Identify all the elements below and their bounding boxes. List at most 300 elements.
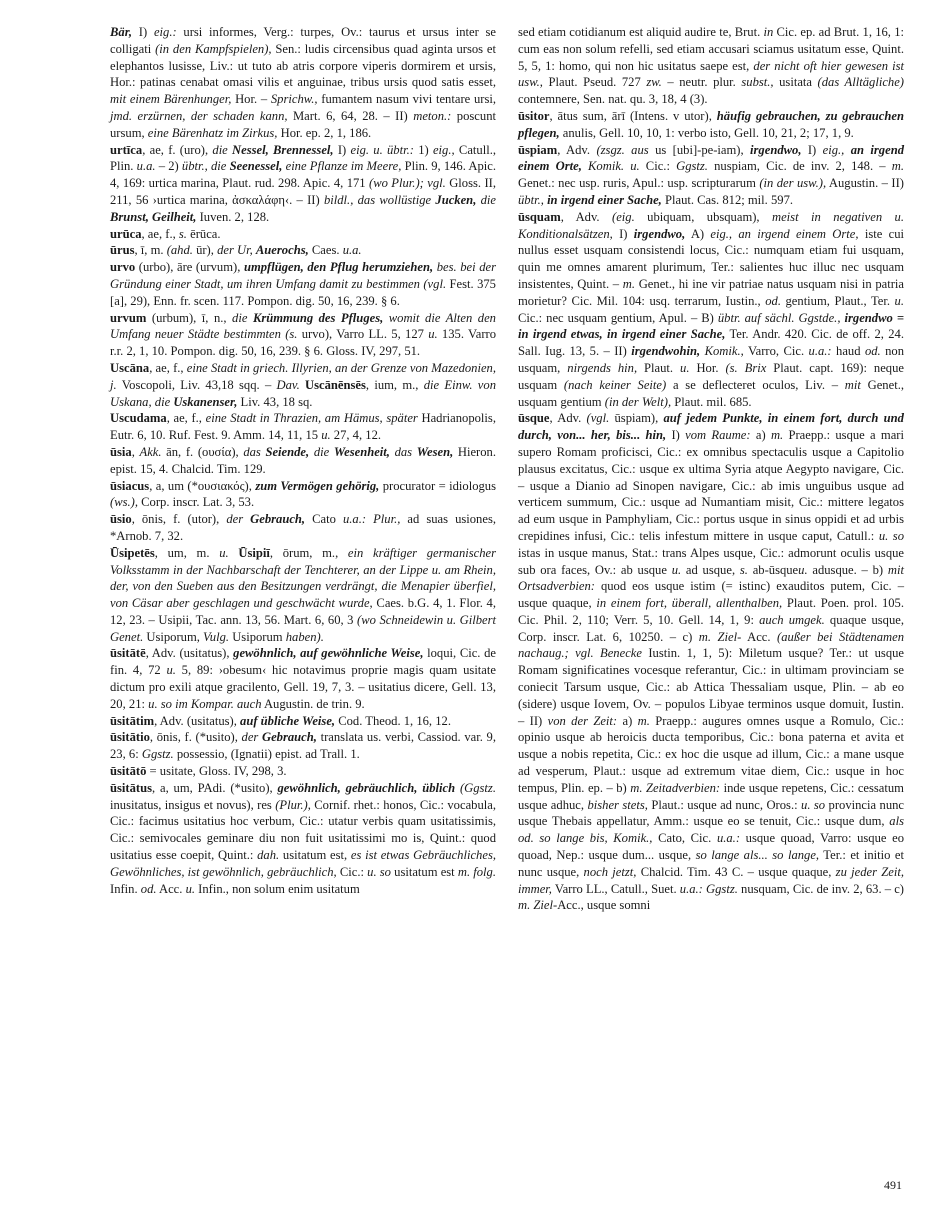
entry-text: so lange als... so lange, <box>695 848 820 863</box>
entry-text: (urbo), āre (urvum), <box>135 260 244 275</box>
entry-text: Genet., hi ine vir patriae natus usquam nisi in patria morietur? Cic. Mil. 104: usq. terrarum, Iustin., <box>518 276 904 308</box>
entry-text: eig.: <box>153 25 177 39</box>
entry-text: Seenessel, <box>229 159 283 174</box>
entry-text: (Ggstz. <box>455 780 496 795</box>
entry-text: (zsgz. aus <box>596 142 649 157</box>
entry-text: Uskanenser, <box>173 394 238 409</box>
entry-text: od. <box>765 293 781 308</box>
entry-text: bisher stets, <box>587 797 648 812</box>
entry-text: mit einem Bärenhunger, <box>110 92 232 107</box>
entry-text: in einem fort, überall, allenthalben, <box>596 596 783 611</box>
entry-text: Corp. inscr. Lat. 3, 53. <box>138 495 255 510</box>
entry-text: meist in negativen u. Konditionalsätzen, <box>518 209 904 241</box>
entry-text: Hor. – <box>231 92 271 107</box>
entry-text: – 2) <box>155 159 182 174</box>
entry-text: Jucken, <box>435 192 477 207</box>
dictionary-entry <box>110 24 496 142</box>
entry-text: Cic.: <box>336 864 368 879</box>
dictionary-entry <box>110 242 496 259</box>
entry-text: irgendwo, <box>750 142 802 157</box>
entry-headword: ūspiam <box>518 142 558 157</box>
entry-text: u.a. <box>342 243 362 258</box>
entry-text: ērūca. <box>186 226 221 241</box>
entry-text: non usquam, <box>518 344 904 375</box>
entry-text: I) <box>666 428 686 443</box>
dictionary-entry <box>518 108 904 142</box>
dictionary-entry <box>518 142 904 209</box>
entry-text: ein kräftiger germanischer Volksstamm in der Nachbarschaft der Tenchterer, an der Lippe u. am Rhein, der, von den Sueben aus den Besitzungen verdrängt, die Menapier überfiel, von Cäsar aber geschlagen und geschwächt wurde, <box>110 545 497 611</box>
entry-text: (wo Schneidewin u. Gilbert Genet. <box>110 612 497 644</box>
entry-text: Chalcid. Tim. 43 C. – usque quaque, <box>636 864 836 879</box>
entry-text: womit die Alten den Umfang neuer Städte bestimmten (s. <box>110 310 496 342</box>
entry-text: Wesen, <box>416 444 454 459</box>
entry-headword: urvo <box>110 260 136 275</box>
dictionary-entry <box>110 478 496 512</box>
entry-text: a se deflecteret oculos, Liv. – <box>666 377 845 392</box>
entry-headword: ūsitātō <box>110 764 147 779</box>
entry-text: gentium, Plaut., Ter. <box>780 293 895 308</box>
dictionary-entry <box>110 645 496 712</box>
entry-text: jmd. erzürnen, der schaden kann, <box>110 108 288 123</box>
entry-text: Wesenheit, <box>333 444 390 459</box>
entry-text: u.a. <box>136 159 156 174</box>
entry-text: zum Vermögen gehörig, <box>255 478 380 493</box>
entry-text: I) <box>132 25 154 39</box>
entry-headword: ūsquam <box>518 209 561 224</box>
entry-text: , ium, m., <box>365 377 424 392</box>
entry-text: Iustin. 1, 1, 5): Miletum usque? Ter.: ut usque Romam significatines vocesque referantur, Cic.: in ultimam provinciam se coniecit Tarsum usque, Cic.: ab Attica Thessaliam usque, Plin. – ab eo (sidere) usque Iovem, Ov. – populos Libyae terminos usque domuit, Iustin. – II) <box>518 646 905 728</box>
entry-text: (urbum), ī, n., <box>146 310 233 325</box>
entry-text: (ahd. <box>166 243 193 258</box>
entry-text: der <box>241 730 262 745</box>
entry-text: Acc. <box>156 881 186 896</box>
entry-text: Genet., usquam gentium <box>518 377 904 409</box>
entry-text: provincia nunc usque Thebais appellatur, Amm.: usque eo se tenuit, Cic.: usque dum, <box>518 797 904 829</box>
entry-text: , a, um, PAdi. (*usito), <box>152 780 278 795</box>
entry-text: noch jetzt, <box>583 864 637 879</box>
entry-text: , Adv. <box>549 411 587 426</box>
entry-text: , ae, f. (uro), <box>142 142 213 157</box>
entry-headword: ūsitor <box>518 108 550 123</box>
entry-text: Cato <box>305 512 343 527</box>
entry-text: Brunst, Geilheit, <box>110 209 197 224</box>
entry-text: adusque. – b) <box>807 562 888 577</box>
entry-text: Dav. <box>276 377 300 392</box>
entry-text: Usiporum, <box>143 629 204 644</box>
entry-text: (das Alltägliche) <box>817 75 905 90</box>
entry-text: u.a.: <box>716 831 741 846</box>
entry-text: 135. Varro r.r. 2, 1, 10. Pompon. dig. 50, 16, 239. § 6. Gloss. IV, 297, 51. <box>110 327 497 359</box>
entry-text: Praepp.: usque a mari supero Romam proficisci, Cic.: ex omnibus spectaculis usque a Capitolio plausus excitatus, Cic.: usque ex ultima Syria atque Aegypto navigare, Cic. – usque a Dianio ad Sinopen navigare, Cic.: ab imis unguibus usque ad verticem summum, Cic.: usque ad Numantiam misit, Cic.: mittere legatos ad eum usque in Pamphyliam, Cic.: portus usque in sinus oppidi et ad urbis crepidines infusi, Cic.: telis infestum mittere in usque caput, Catull.: <box>518 428 904 543</box>
entry-text: in <box>763 25 774 39</box>
entry-text: Plaut. Cas. 812; mil. 597. <box>661 192 794 207</box>
entry-text: ubiquam, ubsquam), <box>634 209 772 224</box>
entry-text: irgendwohin, <box>631 344 701 359</box>
entry-text: Acc., usque somni <box>557 898 651 913</box>
entry-text: Acc. <box>741 629 778 644</box>
entry-text: (Plur.) <box>275 797 308 812</box>
entry-headword: ūsio <box>110 512 132 527</box>
entry-text: Infin., non solum enim usitatum <box>195 881 360 896</box>
entry-text: ad suas usiones, *Arnob. 7, 32. <box>110 512 496 543</box>
entry-headword: Uscāna <box>110 360 150 375</box>
dictionary-entry <box>110 360 496 410</box>
entry-text: u. so <box>367 864 391 879</box>
entry-text <box>229 546 239 560</box>
entry-text: u. <box>428 327 438 342</box>
entry-text: die <box>309 444 334 459</box>
entry-text: eig., <box>822 142 845 157</box>
entry-text: Varro, Cic. <box>743 344 809 359</box>
page-number: 491 <box>884 1178 902 1192</box>
entry-text: die <box>476 192 496 207</box>
entry-text: poscunt ursum, <box>110 108 496 140</box>
entry-text: häufig gebrauchen, zu gebrauchen pflegen, <box>518 108 904 140</box>
entry-text: von der Zeit: <box>547 713 618 728</box>
entry-text: Gloss. II, 211, 56 ›urtica marina, ἀσκαλάφη‹. – II) <box>110 176 496 207</box>
entry-headword: urtīca <box>110 142 143 157</box>
entry-text: ūspiam), <box>609 411 664 426</box>
entry-text: der Ur, <box>217 243 253 258</box>
entry-text: Akk. <box>139 444 162 459</box>
entry-text: Plaut. Pseud. 727 <box>542 75 647 90</box>
entry-text: u. so im Kompar. auch <box>148 696 262 711</box>
entry-text: m. <box>770 428 784 443</box>
entry-text: u. <box>321 428 331 443</box>
entry-text: nusquam, Cic. de inv. 2, 63. – c) <box>737 881 904 896</box>
entry-text: Gebrauch, <box>262 730 317 745</box>
dictionary-entry <box>110 310 496 360</box>
entry-text: inusitatus, insigus et novus), res <box>110 797 276 812</box>
entry-text: m. <box>891 159 904 174</box>
entry-text: mit Ortsadverbien: <box>518 562 904 594</box>
entry-text: , Adv. (usitatus), <box>154 713 241 728</box>
dictionary-entry <box>110 729 496 763</box>
entry-text: , <box>131 444 140 459</box>
entry-text: u. so <box>878 528 904 543</box>
entry-text: 27, 4, 12. <box>330 428 382 443</box>
entry-text: die <box>212 142 233 157</box>
entry-text: irgendwo = in irgend etwas, in irgend einer Sache, <box>518 310 904 342</box>
entry-text: , ōrum, m., <box>269 545 348 560</box>
entry-text: , a, um (*ουσιακός), <box>149 478 256 493</box>
entry-text: (wo Plur.); vgl. <box>369 176 446 191</box>
entry-text: u. <box>166 663 176 678</box>
entry-text: der <box>226 512 251 527</box>
entry-text: usitatum est <box>390 864 458 879</box>
entry-text: eine Stadt in Thrazien, am Hämus, später <box>205 411 418 426</box>
entry-text: od. <box>140 881 157 896</box>
dictionary-entry <box>110 142 496 226</box>
entry-text: (in der Welt), <box>604 394 672 409</box>
entry-text: = usitate, Gloss. IV, 298, 3. <box>146 764 287 779</box>
entry-text: Auerochs, <box>255 243 309 258</box>
entry-text: Komik. u. <box>581 159 640 174</box>
entry-text: in irgend einer Sache, <box>547 192 662 207</box>
entry-text: eine Pflanze im Meere, <box>282 159 402 174</box>
entry-text: auf übliche Weise, <box>240 713 336 728</box>
entry-text: u.a.: <box>808 344 832 359</box>
dictionary-entry <box>110 511 496 545</box>
entry-text: od. <box>864 344 881 359</box>
entry-text: I) <box>612 226 634 241</box>
entry-text: ab-ūsque <box>747 562 799 577</box>
entry-text: das <box>243 444 266 459</box>
entry-text: (außer bei Städtenamen nachaug.; vgl. Benecke <box>518 629 905 661</box>
entry-text: , ī, m. <box>134 243 167 258</box>
entry-text: umpflügen, den Pflug herumziehen, <box>243 260 434 275</box>
entry-text: Komik., <box>700 344 744 359</box>
entry-text: zw. <box>646 75 662 90</box>
entry-text: , Adv. <box>560 209 612 224</box>
entry-text: a) <box>617 713 638 728</box>
entry-text: Plaut. mil. 685. <box>671 394 752 409</box>
entry-text: gewöhnlich, gebräuchlich, üblich <box>277 780 456 795</box>
entry-text: (eig. <box>612 209 635 224</box>
entry-text: contemnere, Sen. nat. qu. 3, 18, 4 (3). <box>518 92 708 107</box>
entry-text: es ist etwas Gebräuchliches, Gewöhnliches, ist gewöhnlich, gebräuchlich, <box>110 848 496 879</box>
entry-text: Catull., Plin. <box>110 142 496 174</box>
entry-headword: ūsitātim <box>110 713 155 728</box>
left-column <box>110 24 496 897</box>
entry-text: Ggstz. <box>141 747 174 762</box>
entry-text: ān, f. (ουσία), <box>161 444 244 459</box>
dictionary-entry <box>110 763 496 780</box>
entry-text: Voscopoli, Liv. 43,18 sqq. – <box>116 377 277 392</box>
entry-text: Vulg. <box>203 629 230 644</box>
entry-text: , Adv. <box>557 142 597 157</box>
entry-text: Augustin. de trin. 9. <box>261 696 365 711</box>
entry-text: Cic.: nec usquam gentium, Apul. – B) <box>518 310 718 325</box>
entry-text: A) <box>685 226 711 241</box>
entry-text: possessio, (Ignatii) epist. ad Trall. 1. <box>173 747 360 762</box>
entry-text: s. <box>739 562 748 577</box>
entry-text: Ter.: et initio et nunc usque, <box>518 848 904 879</box>
entry-text: Caes. <box>308 243 343 258</box>
entry-text: Sprichw., <box>270 92 318 107</box>
entry-text: Plaut. <box>637 360 681 375</box>
entry-text: m. <box>622 276 636 291</box>
dictionary-entry <box>110 444 496 478</box>
entry-headword: Uscudama <box>110 411 167 426</box>
entry-text: Praepp.: augures omnes usque a Romulo, Cic.: opinio usque ab heroicis ducta temporibus, Cic.: bona paterna et avita et usque a nobis repetita, Cic.: ex hoc die usque ad illum, Cic.: a mane usque ad vesperum, Plaut.: usque ad extremum vitae diem, Cic.: usque in hoc tempus, Plin. ep. – b) <box>518 713 904 795</box>
entry-text: u. <box>185 881 196 896</box>
entry-text: Hor. ep. 2, 1, 186. <box>277 125 372 140</box>
entry-text: Plaut.: usque ad nunc, Oros.: <box>647 797 802 812</box>
entry-text: u. so <box>801 797 826 812</box>
entry-text: usitata <box>773 75 818 90</box>
entry-text: u. <box>671 562 682 577</box>
entry-text: eine Stadt in griech. Illyrien, an der Grenze von Mazedonien, j. <box>110 360 496 392</box>
entry-headword: ūsitātē <box>110 646 146 661</box>
entry-text: eig., an irgend einem Orte, <box>710 226 859 241</box>
entry-text: mit <box>844 377 861 392</box>
entry-headword: Ūsipiī <box>238 545 270 560</box>
entry-text: (nach keiner Seite) <box>563 377 667 392</box>
entry-text: subst., <box>741 75 774 90</box>
entry-text: bes. bei der Gründung einer Stadt, um ihren Umfang damit zu bestimmen (vgl. <box>110 260 496 291</box>
entry-text: iste cui nullus esset usquam consistendi locus, Cic.: numquam etiam fui usquam, quin me omnes amarent plurimum, Ter.: salientes huc illuc nec usquam insistentes, Quint. – <box>518 226 904 291</box>
entry-text: Gebrauch, <box>250 512 306 527</box>
entry-text: an irgend einem Orte, <box>518 142 904 174</box>
entry-headword: ūsque <box>518 411 550 426</box>
entry-text: m. <box>637 713 650 728</box>
entry-text: ad usque, <box>681 562 740 577</box>
entry-text: Nessel, Brennessel, <box>232 142 334 157</box>
entry-text: u. <box>894 293 904 308</box>
dictionary-entry <box>110 259 496 309</box>
entry-text: Sen.: ludis circensibus quad aginta ursos et elephantos lusisse, Liv.: ut tuto ab atris corpore viperis dormirem et ursis, Hor.: patinas cenabat omasi vilis et anguinae, tribus ursis quod satis esset, <box>110 41 497 90</box>
entry-text: übtr. auf sächl. Ggstde., <box>717 310 841 325</box>
entry-text: Cato, Cic. <box>652 831 717 846</box>
entry-text: Hor. <box>689 360 726 375</box>
right-column <box>518 24 904 914</box>
entry-text: eig. u. übtr.: <box>350 142 414 157</box>
entry-text: s. <box>178 226 187 241</box>
entry-headword: Uscānēnsēs <box>305 377 366 392</box>
entry-text: Cic.: <box>639 159 677 174</box>
entry-text: als od. so lange bis, Komik., <box>518 814 904 846</box>
entry-text: m. Ziel- <box>698 629 742 644</box>
entry-text: , um, m. <box>154 545 220 560</box>
entry-text: – neutr. plur. <box>661 75 742 90</box>
entry-text: usque quoad, Varro: usque eo quoad, Nep.: usque dum... usque, <box>518 831 904 863</box>
entry-text: meton.: <box>413 108 452 123</box>
entry-text: , ae, f., <box>149 360 187 375</box>
entry-text: haud <box>831 344 865 359</box>
entry-text: Plaut. Poen. prol. 105. Cic. Phil. 2, 110; Verr. 5, 10. Gell. 14, 1, 9: <box>518 596 904 627</box>
entry-text: (in den Kampfspielen), <box>155 41 272 56</box>
dictionary-entry <box>110 226 496 243</box>
entry-text: sed etiam cotidianum est aliquid audire te, Brut. <box>518 25 764 39</box>
entry-text: fumantem nasum vivi tentare ursi, <box>317 92 496 107</box>
entry-text: , ae, f., <box>166 411 206 426</box>
entry-text: , ātus sum, ārī (Intens. v utor), <box>549 108 717 123</box>
entry-text: us [ubi]-pe-iam), <box>648 142 751 157</box>
entry-text: istas in usque manus, Stat.: trans Alpes usque, Cic.: admorunt oculis usque sub ora faces, Ov.: ab usque <box>518 545 904 577</box>
entry-text: Krümmung des Pfluges, <box>252 310 384 325</box>
entry-text: zu jeder Zeit, immer, <box>518 864 905 896</box>
entry-text: auch umgek. <box>759 612 825 627</box>
entry-text: Usiporum <box>229 629 286 644</box>
entry-text: ūr), <box>192 243 218 258</box>
entry-text: Plaut. capt. 169): neque usquam <box>518 360 904 392</box>
dictionary-entry <box>518 209 904 411</box>
entry-text: u. <box>798 562 808 577</box>
entry-text: (ws.), <box>110 495 138 510</box>
entry-text: a) <box>750 428 771 443</box>
entry-text: Ter. Andr. 420. Cic. de off. 2, 24. Sall. Iug. 13, 5. – II) <box>518 327 904 359</box>
entry-text: Cod. Theod. 1, 16, 12. <box>335 713 451 728</box>
dictionary-entry <box>518 24 904 108</box>
entry-text: (s. Brix <box>725 360 767 375</box>
entry-text: Hieron. epist. 15, 4. Chalcid. Tim. 129. <box>110 444 496 476</box>
entry-text: Mart. 6, 64, 28. – II) <box>287 108 414 123</box>
entry-headword: ūsiacus <box>110 478 150 493</box>
entry-text: ursi informes, Verg.: turpes, Ov.: taurus et ursus inter se colligati <box>110 25 497 56</box>
entry-text: m. Zeitadverbien: <box>630 780 721 795</box>
entry-text: usitatum est, <box>279 848 351 863</box>
entry-text: auf jedem Punkte, in einem fort, durch und durch, von... her, bis... hin, <box>518 411 904 443</box>
entry-headword: ūsitātio <box>110 730 150 745</box>
entry-text: eine Bärenhatz im Zirkus, <box>147 125 278 140</box>
entry-text: Varro LL., Catull., Suet. <box>551 881 680 896</box>
entry-text: 1) <box>413 142 433 157</box>
entry-text: gewöhnlich, auf gewöhnliche Weise, <box>233 646 424 661</box>
dictionary-entry <box>518 410 904 914</box>
entry-text: die <box>232 310 253 325</box>
entry-text: m. folg. <box>457 864 496 879</box>
entry-text: eig., <box>432 142 455 157</box>
dictionary-entry <box>110 410 496 444</box>
entry-text: die Einw. von Uskana, die <box>110 377 496 409</box>
entry-text: Seiende, <box>265 444 310 459</box>
entry-text: I) <box>333 142 351 157</box>
entry-text: procurator = idiologus <box>379 478 496 493</box>
entry-text: übtr., <box>518 192 544 207</box>
entry-headword: ūsitātus <box>110 780 152 795</box>
entry-text: m. Ziel- <box>518 898 558 913</box>
entry-text: übtr., die <box>181 159 230 174</box>
entry-text: u.a.: Plur., <box>342 512 401 527</box>
entry-headword: Ūsipetēs <box>110 545 155 560</box>
entry-text: nuspiam, Cic. de inv. 2, 148. – <box>707 159 892 174</box>
entry-text: Caes. b.G. 4, 1. Flor. 4, 12, 23. – Usipii, Tac. ann. 13, 56. Mart. 6, 60, 3 <box>110 596 496 627</box>
entry-text: Hadrianopolis, Eutr. 6, 10. Ruf. Fest. 9. Amm. 14, 11, 15 <box>110 411 496 443</box>
entry-headword: ūsia <box>110 444 132 459</box>
entry-text: loqui, Cic. de fin. 4, 72 <box>110 646 496 678</box>
entry-text: bildl., das wollüstige <box>323 192 436 207</box>
entry-text: , ae, f., <box>141 226 179 241</box>
entry-text: irgendwo, <box>633 226 686 241</box>
entry-text: nirgends hin, <box>567 360 638 375</box>
entry-text: dah. <box>257 848 280 863</box>
entry-text: das <box>389 444 417 459</box>
entry-text: , Cornif. rhet.: honos, Cic.: vocabula, Cic.: facimus usitatius hoc verbum, Cic.: utatur verbis quam usitatissimis, Cic.: semivocales geminare diu non fuit usitatissimi mo is, Quint.: quod usitatius esse coepit, Quint.: <box>110 797 496 863</box>
entry-headword: urūca <box>110 226 142 241</box>
entry-text: Augustin. – II) <box>826 176 904 191</box>
entry-text: translata us. verbi, Cassiod. var. 9, 23, 6: <box>110 730 496 762</box>
entry-text: u. <box>680 360 690 375</box>
entry-text: der nicht oft hier gewesen ist usw., <box>518 58 905 90</box>
entry-text: Genet.: nec usp. ruris, Apul.: usp. scripturarum <box>518 176 760 191</box>
entry-text: (vgl. <box>586 411 610 426</box>
dictionary-entry <box>110 545 496 646</box>
dictionary-entry <box>110 713 496 730</box>
entry-text: I) <box>801 142 823 157</box>
entry-text: , Adv. (usitatus), <box>145 646 234 661</box>
entry-text: , ōnis, f. (*usito), <box>149 730 242 745</box>
entry-text: haben). <box>285 629 324 644</box>
entry-text: u. <box>219 545 229 560</box>
entry-text: Liv. 43, 18 sq. <box>237 394 313 409</box>
entry-text: vom Raume: <box>685 428 751 443</box>
entry-text: urvo), Varro LL. 5, 127 <box>297 327 429 342</box>
entry-headword: ūrus <box>110 243 135 258</box>
entry-text: anulis, Gell. 10, 10, 1: verbo isto, Gell. 10, 21, 2; 17, 1, 9. <box>559 125 854 140</box>
entry-text: Cic. ep. ad Brut. 1, 16, 1: cum eas non solum refelli, sed etiam accusari sciamus usitatum esse, Quint. 5, 5, 1: homo, qui non hic usitatus saepe est, <box>518 25 904 73</box>
entry-headword: urvum <box>110 310 147 325</box>
entry-text: quod eos usque istim (= istinc) exauditos putem, Cic. – usque quaque, <box>518 579 904 611</box>
entry-text: Bär, <box>110 25 133 39</box>
entry-text: Infin. <box>110 881 141 896</box>
entry-text: Iuven. 2, 128. <box>196 209 270 224</box>
dictionary-entry <box>110 780 496 898</box>
entry-text: Ggstz. <box>676 159 708 174</box>
entry-text: inde usque repetens, Cic.: cessatum usque adhuc, <box>518 780 904 812</box>
entry-text: (in der usw.), <box>759 176 827 191</box>
entry-text: u.a.: Ggstz. <box>679 881 738 896</box>
